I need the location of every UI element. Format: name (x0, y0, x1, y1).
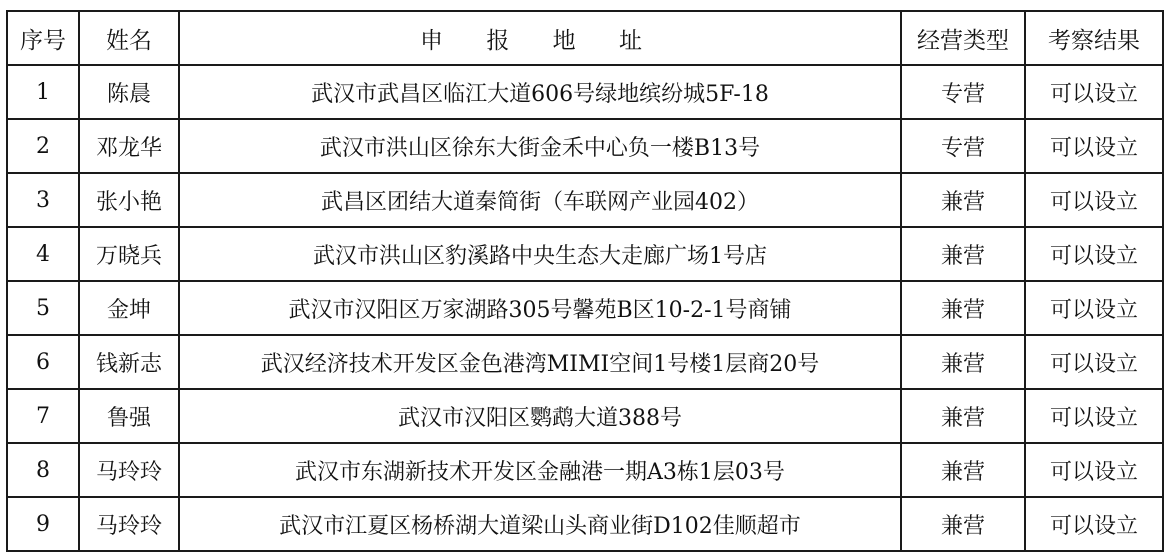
cell-no: 4 (7, 227, 79, 281)
cell-type: 兼营 (901, 497, 1025, 551)
cell-result: 可以设立 (1025, 443, 1163, 497)
table-row (7, 65, 1163, 119)
table-row (7, 497, 1163, 551)
cell-result: 可以设立 (1025, 173, 1163, 227)
cell-address: 武汉市江夏区杨桥湖大道梁山头商业街D102佳顺超市 (179, 497, 901, 551)
cell-result: 可以设立 (1025, 119, 1163, 173)
cell-name: 陈晨 (79, 65, 179, 119)
cell-type: 兼营 (901, 335, 1025, 389)
cell-no: 2 (7, 119, 79, 173)
header-address (179, 11, 901, 65)
cell-result: 可以设立 (1025, 227, 1163, 281)
cell-result: 可以设立 (1025, 389, 1163, 443)
header-type: 经营类型 (901, 11, 1025, 65)
cell-no: 8 (7, 443, 79, 497)
cell-result: 可以设立 (1025, 335, 1163, 389)
cell-no: 5 (7, 281, 79, 335)
cell-type: 专营 (901, 65, 1025, 119)
cell-address: 武汉市洪山区豹溪路中央生态大走廊广场1号店 (179, 227, 901, 281)
cell-no: 9 (7, 497, 79, 551)
cell-no: 1 (7, 65, 79, 119)
table-row (7, 443, 1163, 497)
header-result: 考察结果 (1025, 11, 1163, 65)
cell-type: 兼营 (901, 227, 1025, 281)
cell-result: 可以设立 (1025, 281, 1163, 335)
cell-no: 3 (7, 173, 79, 227)
cell-name: 马玲玲 (79, 497, 179, 551)
cell-address: 武昌区团结大道秦简街（车联网产业园402） (179, 173, 901, 227)
applications-table (6, 10, 1164, 552)
table-row (7, 389, 1163, 443)
table-row (7, 281, 1163, 335)
cell-address: 武汉市武昌区临江大道606号绿地缤纷城5F-18 (179, 65, 901, 119)
cell-name: 钱新志 (79, 335, 179, 389)
cell-type: 兼营 (901, 281, 1025, 335)
cell-address: 武汉市洪山区徐东大街金禾中心负一楼B13号 (179, 119, 901, 173)
header-no: 序号 (7, 11, 79, 65)
cell-address: 武汉市汉阳区鹦鹉大道388号 (179, 389, 901, 443)
header-address-label: 申 报 地 址 (420, 27, 660, 54)
cell-name: 鲁强 (79, 389, 179, 443)
cell-no: 6 (7, 335, 79, 389)
cell-type: 专营 (901, 119, 1025, 173)
cell-name: 马玲玲 (79, 443, 179, 497)
table-row (7, 227, 1163, 281)
cell-result: 可以设立 (1025, 497, 1163, 551)
table-row (7, 119, 1163, 173)
header-row (7, 11, 1163, 65)
cell-name: 邓龙华 (79, 119, 179, 173)
cell-type: 兼营 (901, 173, 1025, 227)
cell-name: 金坤 (79, 281, 179, 335)
table-row (7, 335, 1163, 389)
cell-address: 武汉市东湖新技术开发区金融港一期A3栋1层03号 (179, 443, 901, 497)
cell-address: 武汉经济技术开发区金色港湾MIMI空间1号楼1层商20号 (179, 335, 901, 389)
cell-result: 可以设立 (1025, 65, 1163, 119)
cell-name: 万晓兵 (79, 227, 179, 281)
cell-type: 兼营 (901, 389, 1025, 443)
cell-type: 兼营 (901, 443, 1025, 497)
header-name: 姓名 (79, 11, 179, 65)
table-row (7, 173, 1163, 227)
cell-no: 7 (7, 389, 79, 443)
cell-address: 武汉市汉阳区万家湖路305号馨苑B区10-2-1号商铺 (179, 281, 901, 335)
cell-name: 张小艳 (79, 173, 179, 227)
